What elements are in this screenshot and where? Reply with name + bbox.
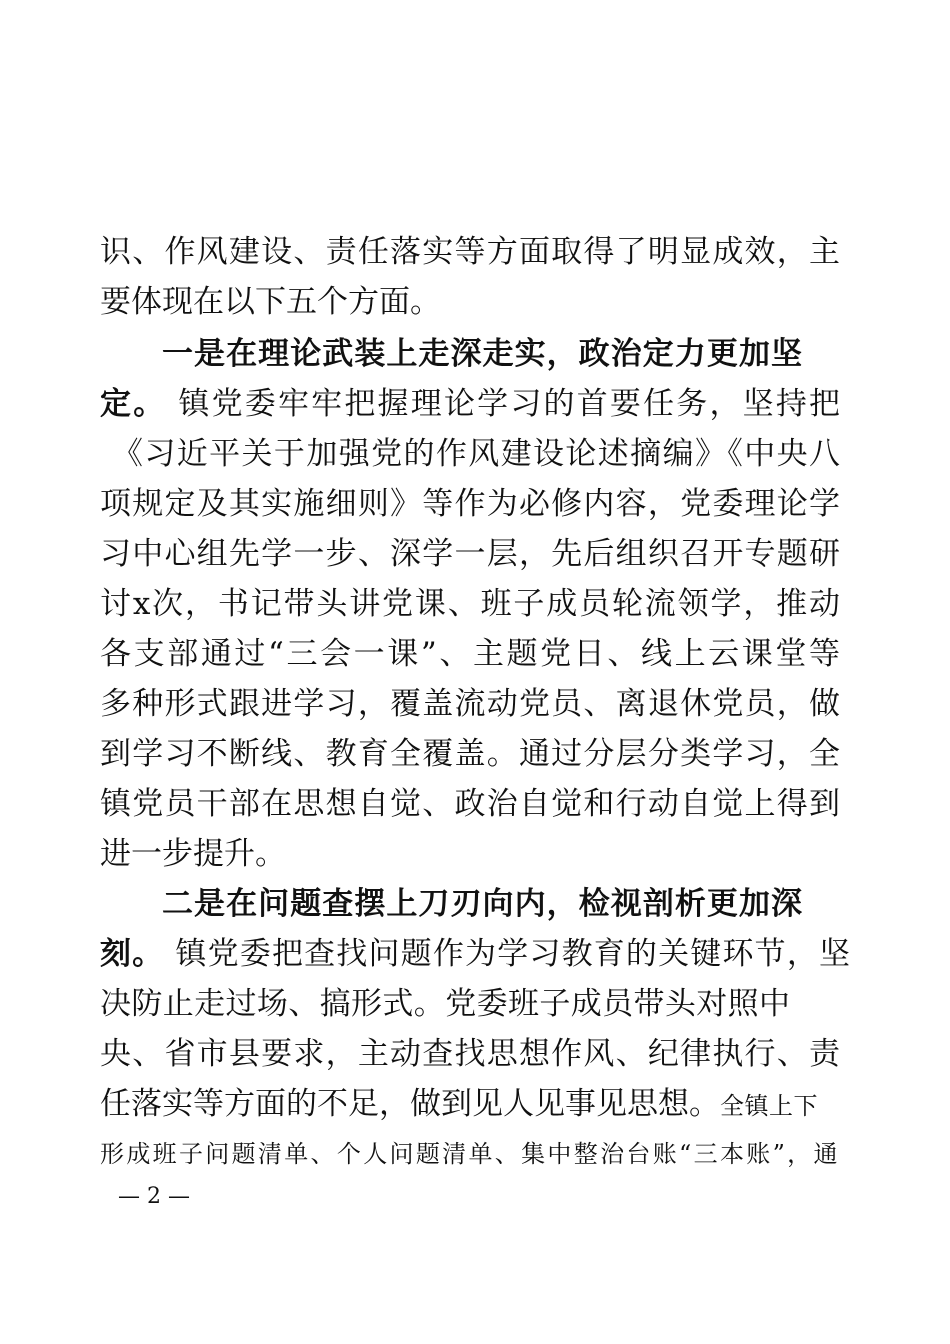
body-line [100, 934, 850, 974]
body-line: 进一步提升。 [100, 836, 286, 872]
body-line: 决防止走过场、搞形式。党委班子成员带头对照中 [100, 986, 790, 1022]
body-line: 各支部通过“三会一课”、主题党日、线上云课堂等 [100, 636, 840, 672]
body-line: 央、省市县要求，主动查找思想作风、纪律执行、责 [100, 1036, 840, 1072]
body-text: 镇党委牢牢把握理论学习的首要任务，坚持把 [166, 386, 841, 422]
body-line: 《习近平关于加强党的作风建设论述摘编》《中央八 [112, 436, 840, 472]
section-heading-end: 定。 [100, 386, 167, 422]
body-line: 镇党员干部在思想自觉、政治自觉和行动自觉上得到 [100, 786, 840, 822]
body-text-small: 全镇上下 [720, 1092, 818, 1120]
body-line: 多种形式跟进学习，覆盖流动党员、离退休党员，做 [100, 686, 840, 722]
body-line: 识、作风建设、责任落实等方面取得了明显成效，主 [100, 234, 840, 270]
body-line [100, 384, 840, 424]
body-line: 要体现在以下五个方面。 [100, 284, 441, 320]
body-line: 讨x次，书记带头讲党课、班子成员轮流领学，推动 [100, 586, 840, 622]
body-line: 到学习不断线、教育全覆盖。通过分层分类学习，全 [100, 736, 840, 772]
body-line: 习中心组先学一步、深学一层，先后组织召开专题研 [100, 536, 840, 572]
section-heading-end: 刻。 [100, 936, 165, 972]
section-heading: 二是在问题查摆上刀刃向内，检视剖析更加深 [162, 886, 802, 922]
body-text: 镇党委把查找问题作为学习教育的关键环节，坚 [164, 936, 851, 972]
body-line: 项规定及其实施细则》等作为必修内容，党委理论学 [100, 486, 840, 522]
page-number: — 2 — [118, 1184, 190, 1209]
section-heading: 一是在理论武装上走深走实，政治定力更加坚 [162, 336, 802, 372]
body-line [100, 1084, 840, 1124]
body-line-small: 形成班子问题清单、个人问题清单、集中整治台账“三本账”，通 [100, 1140, 838, 1168]
body-text: 任落实等方面的不足，做到见人见事见思想。 [100, 1086, 720, 1122]
